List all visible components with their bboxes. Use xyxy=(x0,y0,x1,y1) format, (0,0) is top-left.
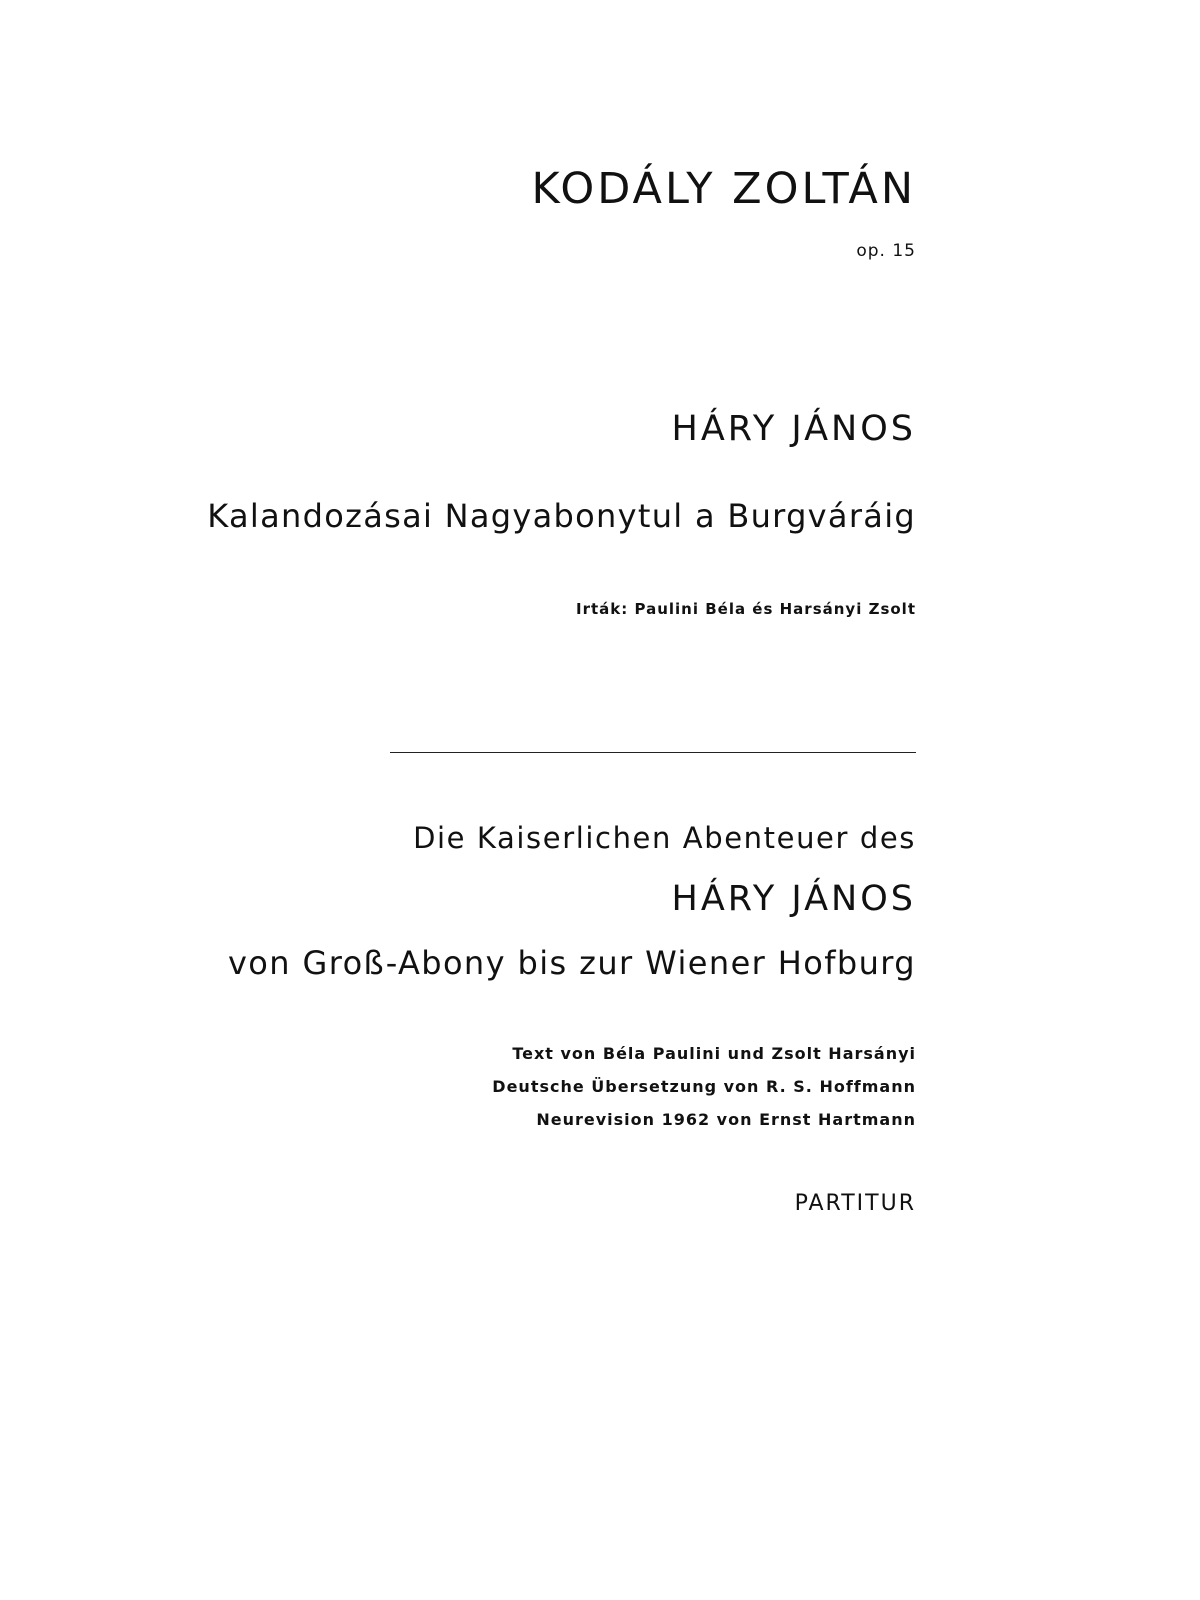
german-intro: Die Kaiserlichen Abenteuer des xyxy=(413,821,916,855)
hungarian-title: HÁRY JÁNOS xyxy=(671,409,916,449)
score-label: PARTITUR xyxy=(794,1191,916,1216)
opus-number: op. 15 xyxy=(856,241,916,261)
german-title: HÁRY JÁNOS xyxy=(671,879,916,919)
credit-revision: Neurevision 1962 von Ernst Hartmann xyxy=(536,1110,916,1129)
credit-text-authors: Text von Béla Paulini und Zsolt Harsányi xyxy=(512,1044,916,1063)
composer-name: KODÁLY ZOLTÁN xyxy=(531,164,916,214)
hungarian-authors: Irták: Paulini Béla és Harsányi Zsolt xyxy=(576,600,916,618)
hungarian-subtitle: Kalandozásai Nagyabonytul a Burgváráig xyxy=(207,497,916,535)
credit-translation: Deutsche Übersetzung von R. S. Hoffmann xyxy=(492,1077,916,1096)
section-divider xyxy=(390,752,916,753)
german-subtitle: von Groß-Abony bis zur Wiener Hofburg xyxy=(227,944,916,982)
